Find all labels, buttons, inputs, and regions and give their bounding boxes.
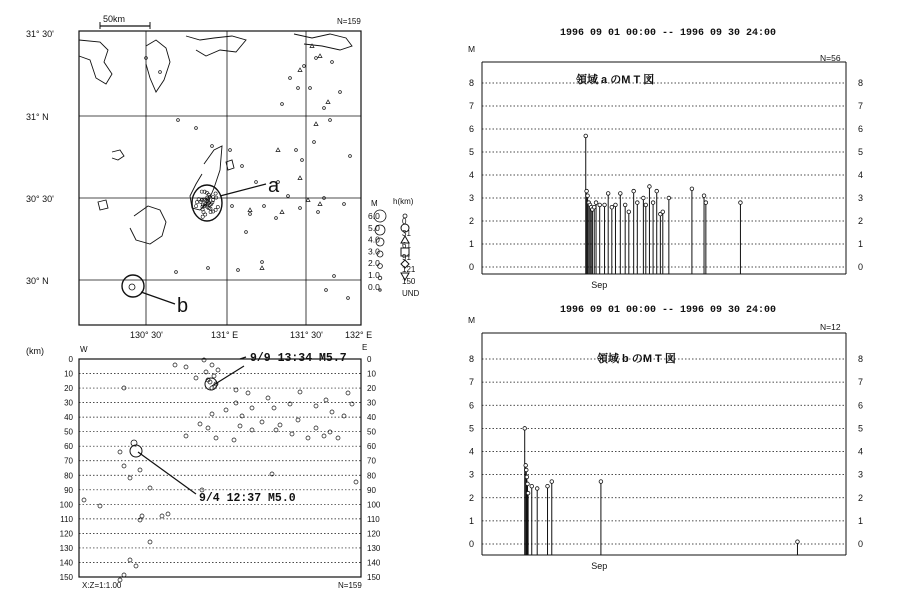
- map-epicenter: [195, 127, 198, 130]
- mt-a-tick-left: 2: [468, 216, 474, 226]
- section-hypocenter: [138, 468, 142, 472]
- mt-a-event-marker: [644, 203, 648, 207]
- section-hypocenter: [82, 498, 86, 502]
- section-hypocenter: [240, 414, 244, 418]
- section-ylabel: (km): [26, 346, 44, 356]
- annotation-label-2: 9/4 12:37 M5.0: [199, 492, 296, 505]
- section-hypocenter: [298, 390, 302, 394]
- mt-a-tick-left: 0: [468, 262, 474, 272]
- section-hypocenter: [306, 436, 310, 440]
- mt-b-event-marker: [524, 464, 528, 468]
- mt-a-event-marker: [592, 205, 596, 209]
- section-hypocenter: [173, 363, 177, 367]
- map-epicenter: [347, 297, 350, 300]
- mt-b-tick-right: 3: [858, 469, 864, 480]
- legend-mag-value: 1.0: [368, 270, 380, 280]
- section-tick-right: 70: [367, 456, 376, 466]
- map-epicenter: [289, 77, 292, 80]
- section-tick-right: 10: [367, 369, 376, 379]
- map-epicenter: [317, 211, 320, 214]
- mt-b-subtitle: 領域 b のM T 図: [597, 353, 676, 365]
- map-epicenter-mid: [298, 68, 302, 72]
- legend-depth-value: 91: [402, 253, 411, 262]
- section-tick-right: 30: [367, 398, 376, 408]
- map-epicenter: [295, 149, 298, 152]
- map-lon-label: 132° E: [345, 330, 373, 340]
- section-hypocenter: [234, 401, 238, 405]
- legend-depth-value: 31: [402, 229, 411, 238]
- section-hypocenter: [194, 376, 198, 380]
- map-epicenter-mid: [318, 54, 322, 58]
- legend-depth-value: UND: [402, 289, 420, 298]
- section-hypocenter: [224, 408, 228, 412]
- map-epicenter-mid: [306, 198, 310, 202]
- section-hypocenter: [134, 564, 138, 568]
- section-hypocenter: [184, 434, 188, 438]
- section-hypocenter: [198, 422, 202, 426]
- coastline: [226, 160, 234, 170]
- section-hypocenter: [128, 476, 132, 480]
- legend-mag-value: 0.0: [368, 281, 380, 292]
- mt-b-tick-right: 8: [858, 354, 864, 364]
- map-lon-label: 131° 30': [290, 330, 323, 340]
- section-tick-left: 80: [64, 471, 73, 481]
- coastline: [294, 34, 352, 50]
- section-tick-left: 150: [59, 573, 73, 582]
- section-tick-right: 90: [367, 485, 376, 495]
- mt-a-event-marker: [623, 203, 627, 207]
- mt-b-tick-left: 1: [468, 515, 474, 526]
- section-tick-left: 140: [59, 558, 73, 568]
- map-epicenter: [331, 61, 334, 64]
- mt-b-event-marker: [530, 484, 534, 488]
- section-hypocenter: [212, 374, 216, 378]
- map-epicenter: [333, 275, 336, 278]
- map-epicenter: [229, 149, 232, 152]
- map-epicenter: [309, 87, 312, 90]
- mt-a-tick-left: 5: [468, 147, 474, 157]
- coastline: [98, 200, 108, 210]
- mt-b-count: N=12: [820, 322, 841, 332]
- map-epicenter: [263, 205, 266, 208]
- mt-a-tick-left: 1: [468, 239, 474, 249]
- map-lat-label: 31° 30': [26, 29, 54, 39]
- map-epicenter-cluster: [195, 201, 198, 204]
- mt-a-subtitle: 領域 a のM T 図: [576, 74, 655, 86]
- mt-a-event-marker: [603, 203, 607, 207]
- map-epicenter: [313, 141, 316, 144]
- mt-a-title: 1996 09 01 00:00 -- 1996 09 30 24:00: [560, 28, 777, 39]
- mt-b-tick-right: 6: [858, 400, 864, 411]
- map-epicenter: [301, 159, 304, 162]
- legend-mag-title: M: [371, 199, 378, 208]
- section-hypocenter: [148, 486, 152, 490]
- mt-b-event-marker: [526, 491, 530, 495]
- mt-a-xlabel: Sep: [591, 280, 608, 290]
- mt-b-event-marker: [526, 482, 530, 486]
- legend-depth-value: 150: [402, 277, 416, 286]
- mt-b-tick-left: 7: [468, 377, 474, 388]
- section-tick-right: 0: [367, 355, 372, 364]
- mt-a-tick-left: 4: [468, 170, 474, 180]
- section-tick-right: 20: [367, 384, 376, 394]
- map-epicenter-mid: [276, 148, 280, 152]
- map-epicenter: [159, 71, 162, 74]
- mt-b-tick-left: 0: [468, 539, 474, 549]
- mt-a-event-marker: [632, 189, 636, 193]
- map-epicenter: [241, 165, 244, 168]
- section-left-dir: W: [80, 345, 88, 354]
- map-epicenter-mid: [280, 210, 284, 214]
- mt-b-tick-left: 8: [468, 354, 474, 364]
- map-count: N=159: [337, 17, 361, 26]
- map-epicenter: [255, 181, 258, 184]
- mt-b-event-marker: [525, 475, 529, 479]
- mt-a-event-marker: [586, 194, 590, 198]
- section-hypocenter: [314, 404, 318, 408]
- mt-a-event-marker: [739, 201, 743, 205]
- map-epicenter: [287, 195, 290, 198]
- mt-b-tick-left: 4: [468, 446, 474, 457]
- section-hypocenter: [214, 436, 218, 440]
- legend-depth-value: 61: [402, 241, 411, 250]
- mt-a-event-marker: [667, 196, 671, 200]
- section-scale-note: X:Z=1:1.00: [82, 581, 122, 590]
- section-hypocenter: [246, 391, 250, 395]
- map-epicenter: [177, 119, 180, 122]
- mt-a-event-marker: [661, 210, 665, 214]
- legend-depth-title: h(km): [393, 197, 414, 206]
- section-hypocenter: [238, 424, 242, 428]
- map-epicenter-cluster: [216, 205, 219, 208]
- mt-a-event-marker: [619, 192, 623, 196]
- mt-b-tick-right: 0: [858, 539, 864, 549]
- section-frame: [79, 359, 361, 577]
- section-hypocenter: [232, 438, 236, 442]
- mt-b-event-marker: [523, 427, 527, 431]
- legend-depth-value: 121: [402, 265, 416, 274]
- map-epicenter: [281, 103, 284, 106]
- map-lon-label: 130° 30': [130, 330, 163, 340]
- section-hypocenter: [210, 412, 214, 416]
- section-tick-left: 10: [64, 369, 73, 379]
- mt-b-tick-right: 7: [858, 377, 864, 388]
- section-tick-left: 0: [68, 355, 73, 364]
- section-hypocenter-main-b: [130, 445, 142, 457]
- map-epicenter: [325, 289, 328, 292]
- section-tick-right: 130: [367, 543, 381, 553]
- region-b-label: b: [177, 295, 189, 317]
- section-hypocenter: [140, 514, 144, 518]
- section-tick-right: 110: [367, 514, 380, 524]
- section-tick-left: 40: [64, 413, 73, 423]
- mt-b-tick-right: 5: [858, 423, 864, 434]
- section-hypocenter: [166, 512, 170, 516]
- section-tick-right: 120: [367, 529, 381, 539]
- mt-a-event-marker: [642, 196, 646, 200]
- map-frame: [79, 31, 361, 325]
- map-epicenter: [207, 267, 210, 270]
- mt-a-event-marker: [651, 201, 655, 205]
- section-tick-right: 40: [367, 413, 376, 423]
- map-epicenter: [297, 87, 300, 90]
- legend-mag-value: 4.0: [368, 234, 380, 245]
- annotation-leader-2: [138, 452, 196, 494]
- section-hypocenter: [160, 514, 164, 518]
- mt-b-xlabel: Sep: [591, 561, 608, 571]
- map-epicenter-mid: [298, 176, 302, 180]
- mt-a-tick-left: 3: [468, 193, 474, 203]
- mt-a-event-marker: [655, 189, 659, 193]
- section-tick-right: 50: [367, 427, 376, 437]
- section-tick-left: 90: [64, 485, 73, 495]
- map-epicenter: [231, 205, 234, 208]
- mt-a-tick-right: 8: [858, 78, 864, 88]
- map-epicenter: [315, 57, 318, 60]
- scale-bar-label: 50km: [103, 14, 126, 24]
- mt-a-count: N=56: [820, 53, 841, 63]
- mt-a-event-marker: [627, 210, 631, 214]
- mt-a-event-marker: [598, 203, 602, 207]
- map-lon-label: 131° E: [211, 330, 239, 340]
- map-epicenter: [303, 65, 306, 68]
- section-tick-left: 60: [64, 442, 73, 452]
- section-tick-left: 20: [64, 384, 73, 394]
- map-epicenter: [343, 203, 346, 206]
- section-hypocenter: [266, 396, 270, 400]
- section-tick-left: 70: [64, 456, 73, 466]
- section-hypocenter: [250, 406, 254, 410]
- mt-a-event-marker: [704, 201, 708, 205]
- section-hypocenter: [330, 410, 334, 414]
- mt-a-tick-right: 7: [858, 101, 864, 111]
- section-tick-right: 80: [367, 471, 376, 481]
- section-tick-left: 130: [59, 543, 73, 553]
- section-hypocenter: [118, 450, 122, 454]
- mt-a-tick-right: 6: [858, 124, 864, 134]
- section-tick-right: 60: [367, 442, 376, 452]
- section-hypocenter: [290, 432, 294, 436]
- section-hypocenter: [342, 414, 346, 418]
- section-right-dir: E: [362, 343, 368, 352]
- map-epicenter-mid: [326, 100, 330, 104]
- region-b-outline: [122, 275, 144, 297]
- legend-mag-value: 3.0: [368, 246, 380, 257]
- map-epicenter-cluster: [195, 205, 198, 208]
- map-lat-label: 31° N: [26, 112, 49, 122]
- map-epicenter: [323, 107, 326, 110]
- coastline: [190, 146, 222, 210]
- section-hypocenter: [234, 388, 238, 392]
- mt-b-event-marker: [524, 468, 528, 472]
- mt-a-tick-left: 6: [468, 124, 474, 134]
- section-tick-left: 50: [64, 427, 73, 437]
- section-hypocenter: [206, 426, 210, 430]
- section-hypocenter: [250, 428, 254, 432]
- mt-a-event-marker: [636, 201, 640, 205]
- mt-b-tick-right: 2: [858, 492, 864, 503]
- legend-mag-symbol: [379, 289, 381, 291]
- map-epicenter-mid: [248, 208, 252, 212]
- mt-a-tick-right: 3: [858, 193, 864, 203]
- coastline: [79, 40, 112, 84]
- map-epicenter: [249, 213, 252, 216]
- mt-b-tick-left: 2: [468, 492, 474, 503]
- map-epicenter: [211, 145, 214, 148]
- mt-a-event-marker: [606, 192, 610, 196]
- mt-b-event-marker: [535, 487, 539, 491]
- mt-b-tick-left: 5: [468, 423, 474, 434]
- mt-b-tick-left: 6: [468, 400, 474, 411]
- map-epicenter: [339, 91, 342, 94]
- region-a-label: a: [268, 175, 280, 197]
- section-tick-left: 100: [59, 500, 73, 510]
- mt-a-event-marker: [690, 187, 694, 191]
- section-tick-left: 120: [59, 529, 73, 539]
- section-tick-right: 100: [367, 500, 381, 510]
- mt-a-event-marker: [584, 134, 588, 138]
- section-tick-left: 110: [60, 514, 73, 524]
- mt-b-event-marker: [599, 480, 603, 484]
- legend-mag-value: 2.0: [368, 258, 380, 269]
- map-epicenter: [237, 269, 240, 272]
- mt-a-tick-right: 4: [858, 170, 864, 180]
- section-hypocenter: [148, 540, 152, 544]
- map-epicenter: [275, 217, 278, 220]
- section-hypocenter: [346, 391, 350, 395]
- mt-a-ylabel: M: [468, 44, 476, 54]
- map-epicenter-mid: [318, 202, 322, 206]
- section-hypocenter: [260, 420, 264, 424]
- mt-a-event-marker: [585, 189, 589, 193]
- mt-a-event-marker: [610, 205, 614, 209]
- section-hypocenter: [336, 436, 340, 440]
- legend-depth-value: 0: [402, 217, 407, 226]
- mt-a-event-marker: [702, 194, 706, 198]
- section-hypocenter: [216, 368, 220, 372]
- map-epicenter: [261, 261, 264, 264]
- coastline: [186, 36, 246, 56]
- mt-a-tick-right: 0: [858, 262, 864, 272]
- section-tick-right: 140: [367, 558, 381, 568]
- section-hypocenter: [278, 423, 282, 427]
- section-hypocenter: [210, 363, 214, 367]
- mt-b-title: 1996 09 01 00:00 -- 1996 09 30 24:00: [560, 305, 777, 316]
- map-epicenter-mid: [260, 266, 264, 270]
- mt-a-event-marker: [648, 185, 652, 189]
- coastline: [146, 40, 170, 92]
- mt-a-event-marker: [594, 201, 598, 205]
- mt-b-tick-right: 1: [858, 515, 864, 526]
- mt-b-event-marker: [546, 484, 550, 488]
- section-hypocenter: [128, 558, 132, 562]
- mt-b-tick-left: 3: [468, 469, 474, 480]
- mt-a-tick-right: 5: [858, 147, 864, 157]
- mt-a-tick-right: 1: [858, 239, 864, 249]
- legend-mag-value: 5.0: [368, 222, 380, 233]
- map-epicenter: [299, 207, 302, 210]
- mt-b-ylabel: M: [468, 315, 476, 325]
- map-epicenter-cluster: [201, 215, 204, 218]
- mt-a-tick-left: 8: [468, 78, 474, 88]
- mt-a-tick-left: 7: [468, 101, 474, 111]
- section-hypocenter: [324, 398, 328, 402]
- section-hypocenter: [296, 418, 300, 422]
- coastline: [112, 150, 124, 160]
- section-hypocenter: [314, 426, 318, 430]
- map-epicenter: [175, 271, 178, 274]
- mt-a-event-marker: [614, 203, 618, 207]
- map-epicenter-b: [129, 284, 135, 290]
- map-epicenter: [329, 119, 332, 122]
- section-hypocenter: [354, 480, 358, 484]
- section-tick-left: 30: [64, 398, 73, 408]
- legend-mag-value: 6.0: [368, 211, 380, 221]
- section-hypocenter: [322, 434, 326, 438]
- map-epicenter-mid: [314, 122, 318, 126]
- mt-b-event-marker: [550, 480, 554, 484]
- mt-a-tick-right: 2: [858, 216, 864, 226]
- section-count: N=159: [338, 581, 362, 590]
- map-lat-label: 30° 30': [26, 194, 54, 204]
- mt-b-tick-right: 4: [858, 446, 864, 457]
- coastline: [130, 206, 166, 244]
- map-epicenter-cluster: [214, 192, 217, 195]
- section-hypocenter: [122, 464, 126, 468]
- section-hypocenter: [184, 365, 188, 369]
- map-lat-label: 30° N: [26, 276, 49, 286]
- section-hypocenter: [272, 406, 276, 410]
- map-epicenter: [245, 231, 248, 234]
- map-epicenter: [349, 155, 352, 158]
- mt-b-event-marker: [796, 540, 800, 544]
- section-tick-right: 150: [367, 573, 381, 582]
- annotation-label-1: 9/9 13:34 M5.7: [250, 352, 347, 365]
